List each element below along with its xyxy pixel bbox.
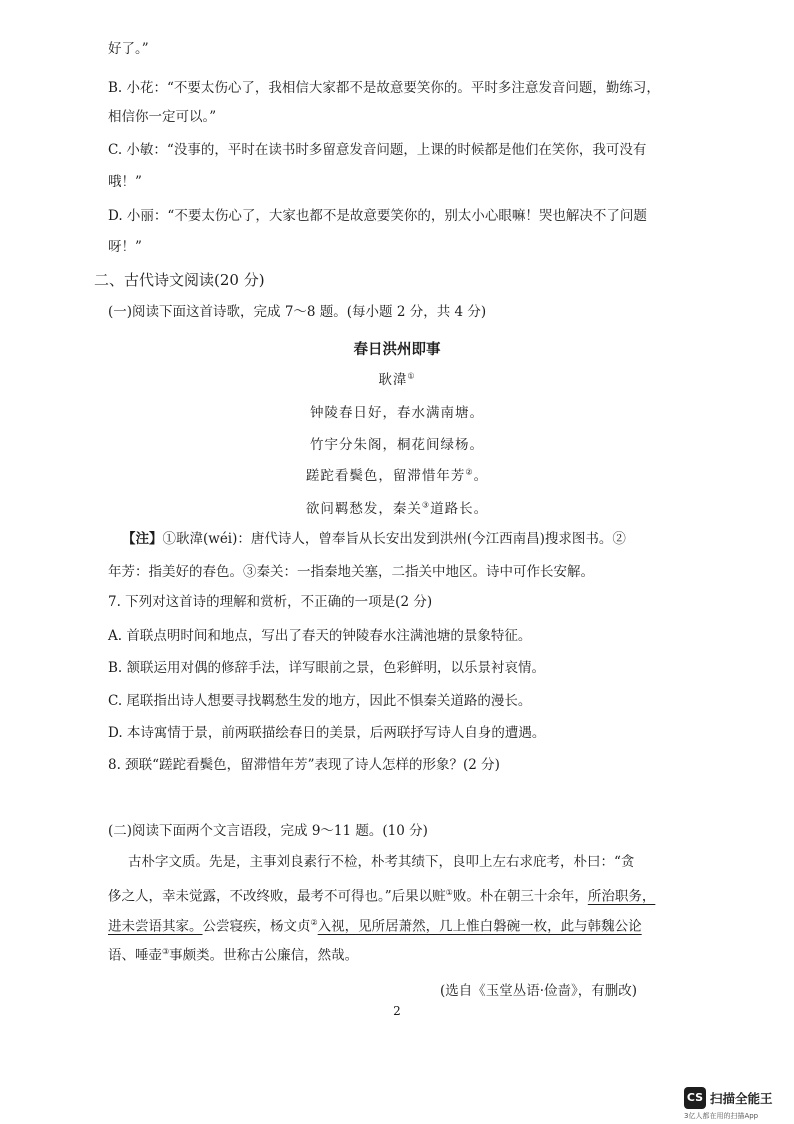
classical-text-line-2: [108, 884, 655, 906]
scanner-logo-icon: CS: [684, 1087, 706, 1109]
poem-line-3-end: 。: [473, 468, 489, 484]
note-marker-1b: ①: [445, 888, 453, 897]
q7-option-b: B. 颔联运用对偶的修辞手法，详写眼前之景，色彩鲜明，以乐景衬哀情。: [108, 660, 546, 676]
poem-line-1: 钟陵春日好，春水满南塘。: [310, 405, 484, 421]
poem-line-3-text: 蹉跎看鬓色，留滞惜年芳: [305, 468, 466, 484]
answer-option-d-cont: 呀！”: [108, 239, 142, 255]
poem-line-4-end: 道路长。: [430, 501, 489, 517]
note-label: 【注】: [122, 531, 163, 547]
answer-option-b-cont: 相信你一定可以。”: [108, 109, 217, 125]
question-8: 8. 颈联“蹉跎看鬓色，留滞惜年芳”表现了诗人怎样的形象？(2 分): [108, 757, 500, 773]
poem-note: [122, 530, 626, 548]
page-number: 2: [393, 1004, 401, 1018]
note-marker-3b: ③: [162, 947, 170, 956]
part-one-instruction: (一)阅读下面这首诗歌，完成 7～8 题。(每小题 2 分，共 4 分): [108, 304, 487, 320]
section-heading: 二、古代诗文阅读(20 分): [94, 271, 265, 289]
classical-text-line-3: [108, 914, 642, 936]
answer-option-d: D. 小丽：“不要太伤心了，大家也都不是故意要笑你的，别太小心眼嘛！哭也解决不了问题: [108, 208, 647, 224]
poem-line-2: 竹宇分朱阁，桐花间绿杨。: [310, 437, 484, 453]
classical-text-line-1: 古朴字文质。先是，主事刘良素行不检，朴考其绩下，良叩上左右求庇考，朴曰：“贪: [128, 854, 635, 870]
q7-option-a: A. 首联点明时间和地点，写出了春天的钟陵春水注满池塘的景象特征。: [108, 628, 532, 644]
underlined-phrase-1: 所治职务，: [587, 888, 656, 905]
note-marker-2: ②: [465, 467, 474, 477]
question-7: 7. 下列对这首诗的理解和赏析，不正确的一项是(2 分): [108, 594, 433, 610]
note-marker-2b: ②: [310, 918, 318, 927]
underlined-phrase-2: 进未尝语其家。: [108, 918, 203, 935]
note-marker-1: ①: [407, 371, 416, 381]
classical-text-3b: 公尝寝疾，杨文贞: [202, 918, 311, 935]
scanner-tagline: 3亿人都在用的扫描App: [684, 1112, 759, 1120]
classical-text-4a: 语、唾壶: [108, 947, 162, 964]
poem-author: [0, 368, 794, 388]
poem-line-4: [0, 497, 794, 517]
poem-title: 春日洪州即事: [353, 341, 441, 358]
answer-option-b: B. 小花：“不要太伤心了，我相信大家都不是故意要笑你的。平时多注意发音问题，勤练习，: [108, 80, 660, 96]
poem-author-name: 耿湋: [378, 372, 408, 388]
answer-option-cont: 好了。”: [108, 41, 149, 57]
classical-text-2b: 败。朴在朝三十余年，: [452, 888, 588, 905]
poem-line-4-text: 欲问羁愁发，秦关: [305, 501, 422, 517]
source-citation: (选自《玉堂丛语·俭啬》，有删改): [440, 983, 638, 999]
scanner-app-name: 扫描全能王: [710, 1091, 773, 1106]
q7-option-d: D. 本诗寓情于景，前两联描绘春日的美景，后两联抒写诗人自身的遭遇。: [108, 725, 546, 741]
note-marker-3: ③: [421, 500, 431, 510]
scanner-watermark: [684, 1087, 794, 1121]
poem-line-3: [0, 464, 794, 484]
answer-option-c-cont: 哦！”: [108, 174, 142, 190]
classical-text-4b: 事颇类。世称古公廉信，然哉。: [169, 947, 359, 964]
answer-option-c: C. 小敏：“没事的，平时在读书时多留意发音问题，上课的时候都是他们在笑你，我可没有: [108, 142, 647, 158]
classical-text-line-4: [108, 943, 358, 965]
q7-option-c: C. 尾联指出诗人想要寻找羁愁生发的地方，因此不惧秦关道路的漫长。: [108, 693, 532, 709]
note-text-1: ①耿湋(wéi)：唐代诗人，曾奉旨从长安出发到洪州(今江西南昌)搜求图书。②: [162, 531, 626, 547]
poem-note-cont: 年芳：指美好的春色。③秦关：一指秦地关塞，二指关中地区。诗中可作长安解。: [108, 564, 594, 580]
part-two-instruction: (二)阅读下面两个文言语段，完成 9～11 题。(10 分): [108, 823, 428, 839]
underlined-phrase-3: 入视，见所居萧然，几上惟白磐碗一枚，此与韩魏公论: [317, 918, 642, 935]
classical-text-2a: 侈之人，幸未觉露，不改终败，最考不可得也。”后果以赃: [108, 888, 446, 905]
